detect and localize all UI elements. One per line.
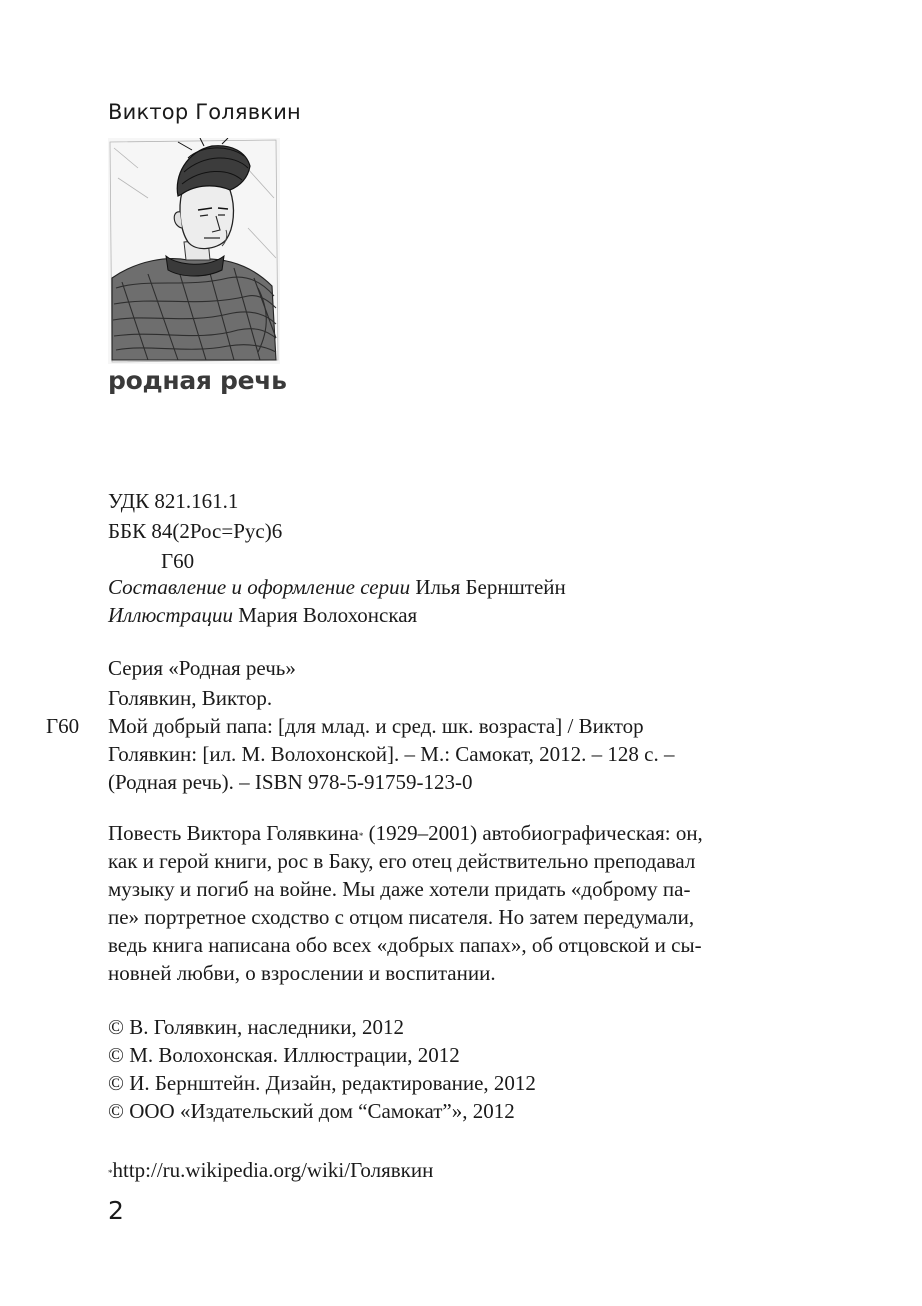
annotation-line: музыку и погиб на войне. Мы даже хотели придать «доброму па- (108, 877, 691, 901)
page-number: 2 (108, 1196, 124, 1225)
bibliography-line: (Родная речь). – ISBN 978-5-91759-123-0 (108, 770, 473, 794)
footnote-link[interactable]: http://ru.wikipedia.org/wiki/Голявкин (112, 1158, 434, 1182)
annotation-line (108, 819, 703, 847)
annotation-line: ведь книга написана обо всех «добрых папах», об отцовской и сы- (108, 933, 702, 957)
author-sign-code: Г60 (161, 549, 195, 573)
illustrations-credit-label: Иллюстрации (108, 603, 233, 627)
copyright-line: © И. Бернштейн. Дизайн, редактирование, 2012 (108, 1071, 536, 1095)
annotation-line: новней любви, о взрослении и воспитании. (108, 961, 496, 985)
bibliography-author: Голявкин, Виктор. (108, 686, 273, 710)
copyright-line: © ООО «Издательский дом “Самокат”», 2012 (108, 1099, 515, 1123)
footnote-marker: * (108, 1168, 113, 1178)
bibliography-line: Мой добрый папа: [для млад. и сред. шк. возраста] / Виктор (108, 714, 644, 738)
illustrations-credit-name: Мария Волохонская (238, 603, 418, 627)
author-header: Виктор Голявкин (108, 100, 301, 124)
bbk-code: ББК 84(2Рос=Рус)6 (108, 519, 283, 543)
annotation-line: пе» портретное сходство с отцом писателя. Но затем передумали, (108, 905, 695, 929)
author-portrait-illustration (108, 138, 280, 364)
bibliography-margin-code: Г60 (46, 714, 80, 738)
annotation-text: Повесть Виктора Голявкина (108, 821, 359, 845)
design-credit-name: Илья Бернштейн (415, 575, 566, 599)
copyright-line: © В. Голявкин, наследники, 2012 (108, 1015, 404, 1039)
design-credit-label: Составление и оформление серии (108, 575, 411, 599)
udk-code: УДК 821.161.1 (108, 489, 239, 513)
copyright-line: © М. Волохонская. Иллюстрации, 2012 (108, 1043, 460, 1067)
annotation-text: (1929–2001) автобиографическая: он, (363, 821, 703, 845)
design-credit (108, 573, 566, 601)
annotation-line: как и герой книги, рос в Баку, его отец действительно преподавал (108, 849, 696, 873)
footnote-marker: * (358, 831, 364, 841)
series-line: Серия «Родная речь» (108, 656, 296, 680)
illustrations-credit (108, 601, 417, 629)
footnote (108, 1156, 433, 1184)
bibliography-line: Голявкин: [ил. М. Волохонской]. – М.: Самокат, 2012. – 128 с. – (108, 742, 675, 766)
series-logo: родная речь (108, 366, 287, 395)
